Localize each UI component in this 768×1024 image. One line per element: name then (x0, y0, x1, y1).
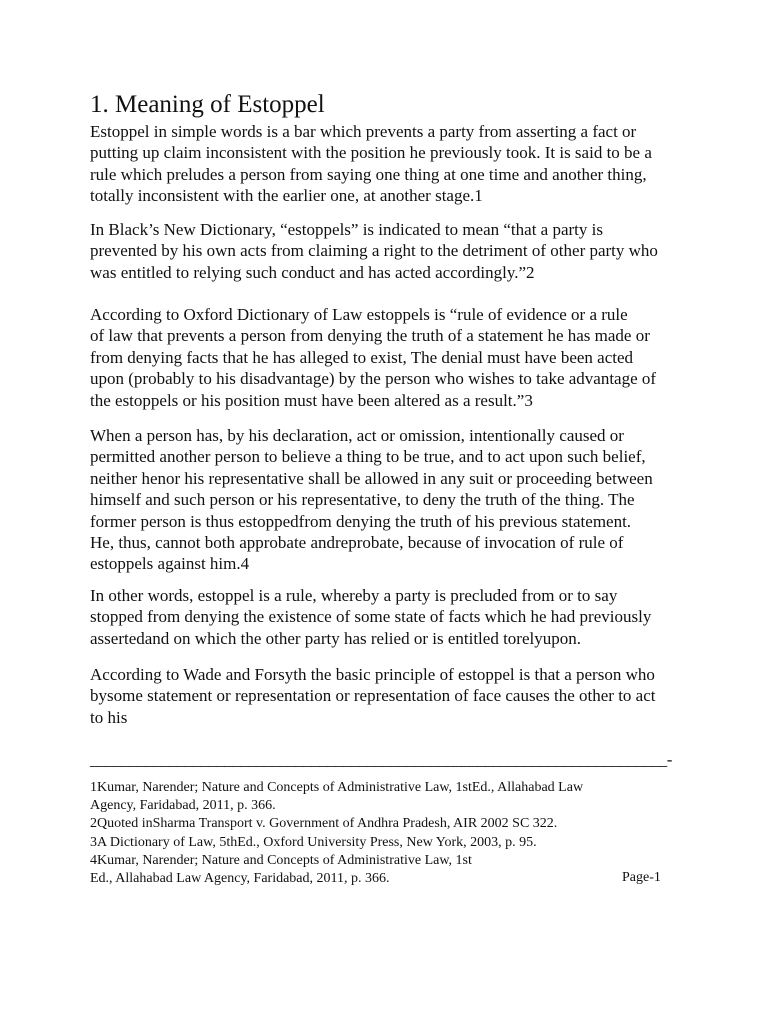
text-line: stopped from denying the existence of some state of facts which he had previously (90, 607, 652, 627)
text-line: In Black’s New Dictionary, “estoppels” is indicated to mean “that a party is (90, 220, 603, 239)
page-number: Page-1 (622, 870, 661, 885)
paragraph-definition (90, 121, 690, 207)
footnote-line: 4Kumar, Narender; Nature and Concepts of Administrative Law, 1st (90, 852, 472, 868)
text-line: assertedand on which the other party has relied or is entitled torelyupon. (90, 628, 581, 648)
text-line: totally inconsistent with the earlier one, at another stage.1 (90, 186, 483, 206)
footnote-line: Agency, Faridabad, 2011, p. 366. (90, 798, 276, 814)
footnote-line: 1Kumar, Narender; Nature and Concepts of Administrative Law, 1stEd., Allahabad Law (90, 780, 584, 795)
text-line: upon (probably to his disadvantage) by the person who wishes to take advantage of (90, 369, 657, 389)
text-line: neither henor his representative shall be allowed in any suit or proceeding between (90, 468, 653, 488)
paragraph-blacks-dictionary (90, 219, 690, 283)
text-line: According to Oxford Dictionary of Law estoppels is “rule of evidence or a rule (90, 305, 628, 324)
footnote-separator: _________________________________________________________________________- (90, 750, 672, 769)
paragraph-wade-forsyth (90, 664, 690, 728)
text-line: prevented by his own acts from claiming a right to the detriment of other party who (90, 241, 658, 261)
text-line: bysome statement or representation or representation of face causes the other to act (90, 686, 656, 706)
footnote-line: 2Quoted inSharma Transport v. Government of Andhra Pradesh, AIR 2002 SC 322. (90, 816, 558, 832)
paragraph-oxford-dictionary (90, 304, 690, 411)
paragraph-other-words (90, 585, 690, 649)
text-line: When a person has, by his declaration, act or omission, intentionally caused or (90, 426, 624, 445)
text-line: Estoppel in simple words is a bar which prevents a party from asserting a fact or (90, 122, 637, 141)
footnote-line: 3A Dictionary of Law, 5thEd., Oxford University Press, New York, 2003, p. 95. (90, 834, 537, 850)
text-line: According to Wade and Forsyth the basic principle of estoppel is that a person who (90, 665, 655, 684)
text-line: permitted another person to believe a thing to be true, and to act upon such belief, (90, 447, 646, 467)
footnotes (90, 779, 690, 888)
text-line: the estoppels or his position must have been altered as a result.”3 (90, 390, 533, 410)
text-line: to his (90, 707, 128, 727)
text-line: In other words, estoppel is a rule, whereby a party is precluded from or to say (90, 586, 618, 605)
text-line: from denying facts that he has alleged to exist, The denial must have been acted (90, 347, 634, 367)
text-line: was entitled to relying such conduct and has acted accordingly.”2 (90, 262, 535, 282)
text-line: of law that prevents a person from denying the truth of a statement he has made or (90, 326, 650, 346)
text-line: estoppels against him.4 (90, 554, 250, 574)
text-line: He, thus, cannot both approbate andreprobate, because of invocation of rule of (90, 532, 624, 552)
text-line: putting up claim inconsistent with the position he previously took. It is said to be a (90, 143, 652, 163)
footnote-line: Ed., Allahabad Law Agency, Faridabad, 2011, p. 366. (90, 870, 390, 886)
paragraph-declaration (90, 425, 690, 575)
text-line: himself and such person or his representative, to deny the truth of the thing. The (90, 490, 635, 510)
section-heading: 1. Meaning of Estoppel (90, 91, 325, 118)
text-line: former person is thus estoppedfrom denying the truth of his previous statement. (90, 511, 632, 531)
text-line: rule which preludes a person from saying one thing at one time and another thing, (90, 164, 647, 184)
